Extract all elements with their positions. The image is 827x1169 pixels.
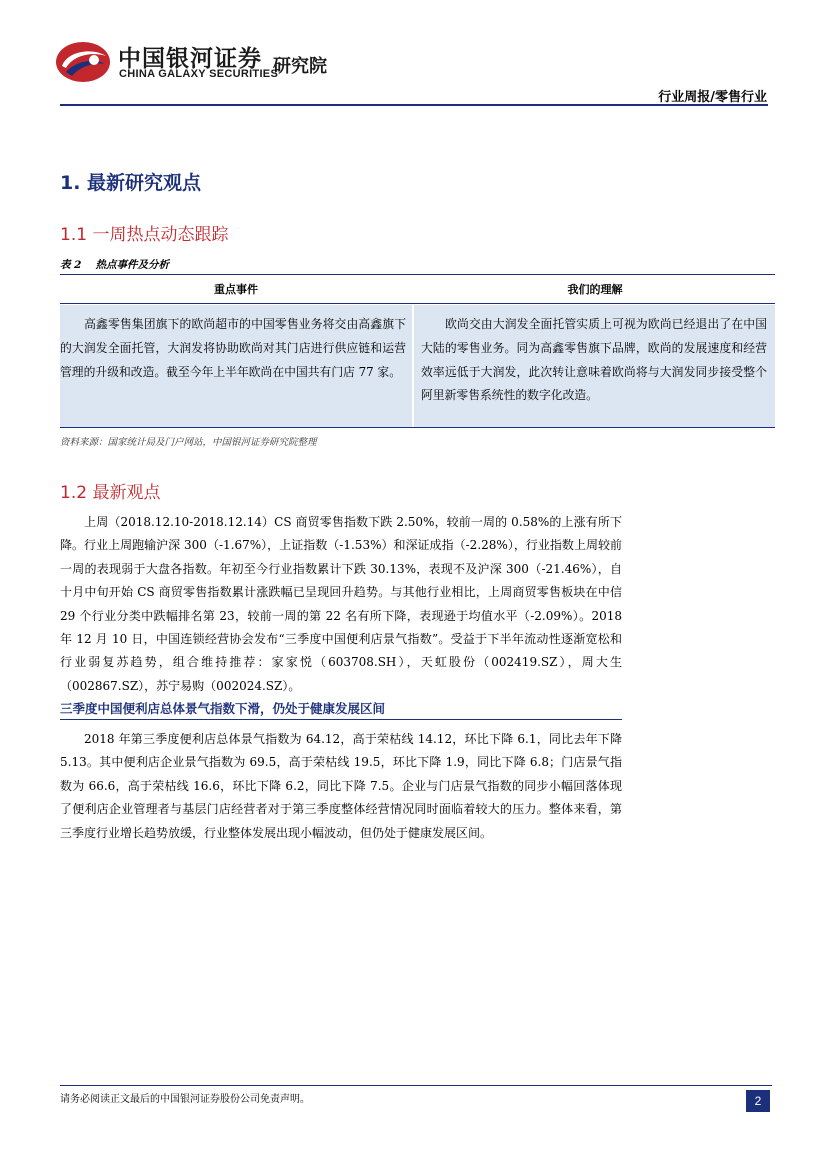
subheading-convenience-index: 三季度中国便利店总体景气指数下滑，仍处于健康发展区间 [60,701,386,716]
table-title: 热点事件及分析 [95,259,169,271]
table-bottom-rule [60,427,775,428]
table-column-divider [412,305,414,427]
footer-disclaimer: 请务必阅读正文最后的中国银河证券股份公司免责声明。 [60,1094,310,1105]
paragraph-convenience-index [60,728,622,845]
report-type: 行业周报/零售行业 [658,90,767,105]
table-header-rule [60,303,775,304]
table-caption [60,257,169,272]
table-top-rule [60,274,775,275]
table-header-analysis: 我们的理解 [567,283,623,296]
table-cell-event [60,313,406,384]
paragraph-weekly-review-text: 上周（2018.12.10-2018.12.14）CS 商贸零售指数下跌 2.50%，较前一周的 0.58%的上涨有所下降。行业上周跑输沪深 300（-1.67%），上证指数（-1.53%）和深证成指（-2.28%），行业指数上周较前一周的表现弱于大盘各指数。年初至今行业指数累计下跌 30.13%，表现不及沪深 300（-21.46%），自十月中旬开始 CS 商贸零售指数累计涨跌幅已呈现回升趋势。与其他行业相比，上周商贸零售板块在中信 29 个行业分类中跌幅排名第 23，较前一周的第 22 名有所下降，表现逊于均值水平（-2.09%）。2018 年 12 月 10 日，中国连锁经营协会发布“三季度中国便利店景气指数”。受益于下半年流动性逐渐宽松和行业弱复苏趋势，组合维持推荐：家家悦（603708.SH），天虹股份（002419.SZ），周大生（002867.SZ），苏宁易购（002024.SZ）。 [60,515,622,693]
analysis-text: 欧尚交由大润发全面托管实质上可视为欧尚已经退出了在中国大陆的零售业务。同为高鑫零售旗下品牌，欧尚的发展速度和经营效率远低于大润发，此次转让意味着欧尚将与大润发同步接受整个阿里新零售系统性的数字化改造。 [421,317,767,403]
galaxy-swirl-logo-icon [54,40,112,84]
paragraph-weekly-review [60,511,622,698]
brand-name-cn: 中国银河证券 [118,46,262,72]
table-source: 资料来源：国家统计局及门户网站，中国银河证券研究院整理 [60,437,317,448]
footer-divider [60,1085,772,1086]
subsection-title-hotspots: 1.1 一周热点动态跟踪 [60,225,229,245]
table-number: 表 2 [60,259,82,271]
event-text: 高鑫零售集团旗下的欧尚超市的中国零售业务将交由高鑫旗下的大润发全面托管，大润发将协助欧尚对其门店进行供应链和运营管理的升级和改造。截至今年上半年欧尚在中国共有门店 77 家。 [60,317,406,379]
brand-institute: 研究院 [273,56,327,77]
table-cell-analysis [421,313,767,408]
brand-name-en: CHINA GALAXY SECURITIES [119,68,279,80]
table-header-event: 重点事件 [214,283,258,296]
page-number: 2 [746,1090,770,1112]
header-divider [60,104,768,106]
table-header-row [60,276,775,302]
subheading-rule [60,719,622,720]
paragraph-convenience-index-text: 2018 年第三季度便利店总体景气指数为 64.12，高于荣枯线 14.12，环比下降 6.1，同比去年下降 5.13。其中便利店企业景气指数为 69.5，高于荣枯线 19.5，环比下降 1.9，同比下降 6.8；门店景气指数为 66.6，高于荣枯线 16.6，环比下降 6.2，同比下降 7.5。企业与门店景气指数的同步小幅回落体现了便利店企业管理者与基层门店经营者对于第三季度整体经营情况同时面临着较大的压力。整体来看，第三季度行业增长趋势放缓，行业整体发展出现小幅波动，但仍处于健康发展区间。 [60,732,622,840]
subsection-title-views: 1.2 最新观点 [60,483,161,503]
section-title: 1. 最新研究观点 [60,172,202,194]
table-row [60,305,775,427]
